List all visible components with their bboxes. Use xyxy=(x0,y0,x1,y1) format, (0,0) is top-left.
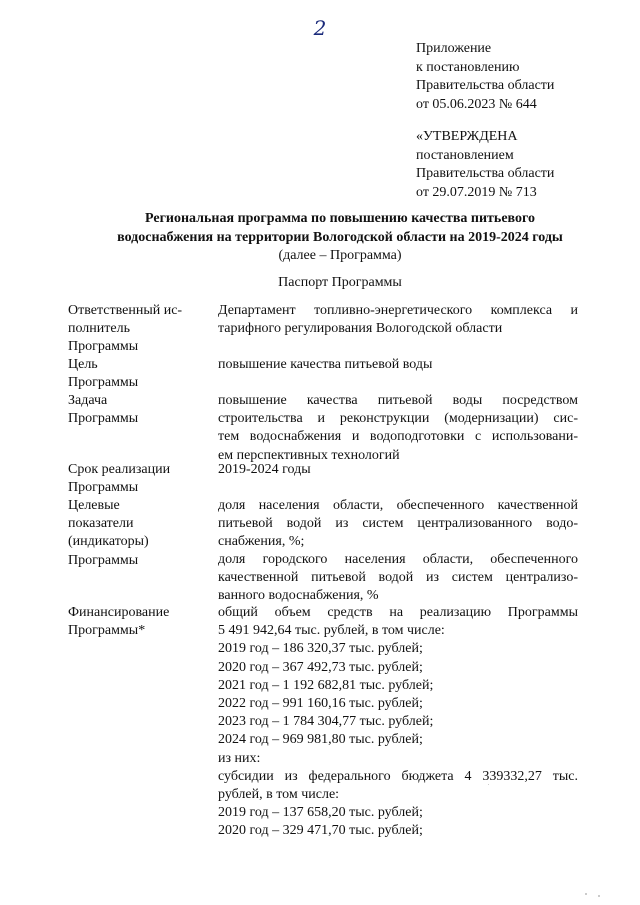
appendix-block xyxy=(416,40,554,114)
value-responsible xyxy=(218,302,578,338)
label-line: Целевые xyxy=(68,498,120,513)
label-line: Цель xyxy=(68,357,98,372)
value-task xyxy=(218,392,578,465)
label-indicators xyxy=(68,497,208,570)
approved-line: постановлением xyxy=(416,147,514,163)
scan-speck xyxy=(598,895,600,897)
value-line: рублей, в том числе: xyxy=(218,787,340,803)
approved-block xyxy=(416,128,554,202)
approved-line: «УТВЕРЖДЕНА xyxy=(416,129,518,144)
document-title xyxy=(60,210,620,266)
label-line: Программы xyxy=(68,411,139,427)
value-line: 5 491 942,64 тыс. рублей, в том числе: xyxy=(218,623,445,639)
value-line: доля городского населения области, обеспеченного xyxy=(218,552,578,567)
value-line: 2021 год – 1 192 682,81 тыс. рублей; xyxy=(218,677,434,693)
value-financing xyxy=(218,604,578,841)
value-line: Департамент топливно-энергетического комплекса и xyxy=(218,303,578,318)
value-line: 2020 год – 329 471,70 тыс. рублей; xyxy=(218,823,423,839)
page-number: 2 xyxy=(313,16,327,40)
value-line: 2022 год – 991 160,16 тыс. рублей; xyxy=(218,696,423,712)
label-financing xyxy=(68,604,208,640)
label-line: (индикаторы) xyxy=(68,534,149,550)
value-line: снабжения, %; xyxy=(218,534,305,550)
label-line: Программы* xyxy=(68,623,146,639)
label-task xyxy=(68,392,208,428)
passport-heading: Паспорт Программы xyxy=(278,275,402,290)
value-line: 2020 год – 367 492,73 тыс. рублей; xyxy=(218,659,423,675)
value-line: ванного водоснабжения, % xyxy=(218,588,379,604)
value-line: доля населения области, обеспеченного качественной xyxy=(218,498,578,513)
appendix-line: к постановлению xyxy=(416,59,520,75)
title-line: водоснабжения на территории Вологодской области на 2019-2024 годы xyxy=(117,229,563,245)
label-line: полнитель xyxy=(68,321,130,337)
appendix-line: Приложение xyxy=(416,41,492,56)
value-line: из них: xyxy=(218,750,261,766)
label-line: Программы xyxy=(68,375,139,391)
label-line: Программы xyxy=(68,480,139,496)
approved-line: Правительства области xyxy=(416,166,555,181)
title-subline: (далее – Программа) xyxy=(278,248,402,263)
scan-speck xyxy=(585,893,587,895)
value-line: субсидии из федерального бюджета 4 339332,27 тыс. xyxy=(218,768,578,784)
value-line: общий объем средств на реализацию Программы xyxy=(218,605,578,620)
value-line: тарифного регулирования Вологодской области xyxy=(218,321,503,337)
appendix-line: от 05.06.2023 № 644 xyxy=(416,96,537,112)
value-line: строительства и реконструкции (модернизации) сис- xyxy=(218,411,578,427)
value-line: 2023 год – 1 784 304,77 тыс. рублей; xyxy=(218,714,434,730)
value-line: качественной питьевой водой из систем централизо- xyxy=(218,570,578,586)
value-line: повышение качества питьевой воды посредством xyxy=(218,393,578,408)
value-line: 2019 год – 137 658,20 тыс. рублей; xyxy=(218,805,423,821)
value-line: ем перспективных технологий xyxy=(218,447,400,463)
value-line: 2019-2024 годы xyxy=(218,462,311,477)
value-term xyxy=(218,461,578,479)
label-line: Срок реализации xyxy=(68,462,171,477)
label-goal xyxy=(68,356,208,392)
value-line: 2019 год – 186 320,37 тыс. рублей; xyxy=(218,641,423,657)
value-indicators-2 xyxy=(218,551,578,606)
label-line: Программы xyxy=(68,552,139,568)
title-line: Региональная программа по повышению качества питьевого xyxy=(144,211,536,226)
value-line: питьевой водой из систем централизованного водо- xyxy=(218,516,578,532)
label-line: Финансирование xyxy=(68,605,170,620)
value-line: повышение качества питьевой воды xyxy=(218,357,433,372)
label-term xyxy=(68,461,208,497)
label-responsible xyxy=(68,302,208,357)
label-line: показатели xyxy=(68,516,134,532)
scan-speck xyxy=(488,784,489,785)
value-indicators-1 xyxy=(218,497,578,552)
appendix-line: Правительства области xyxy=(416,78,555,93)
value-goal xyxy=(218,356,578,374)
value-line: тем водоснабжения и водоподготовки с использовани- xyxy=(218,429,578,445)
approved-line: от 29.07.2019 № 713 xyxy=(416,184,537,200)
label-line: Задача xyxy=(68,393,108,408)
label-line: Ответственный ис- xyxy=(68,303,183,318)
label-line: Программы xyxy=(68,339,139,355)
value-line: 2024 год – 969 981,80 тыс. рублей; xyxy=(218,732,423,748)
